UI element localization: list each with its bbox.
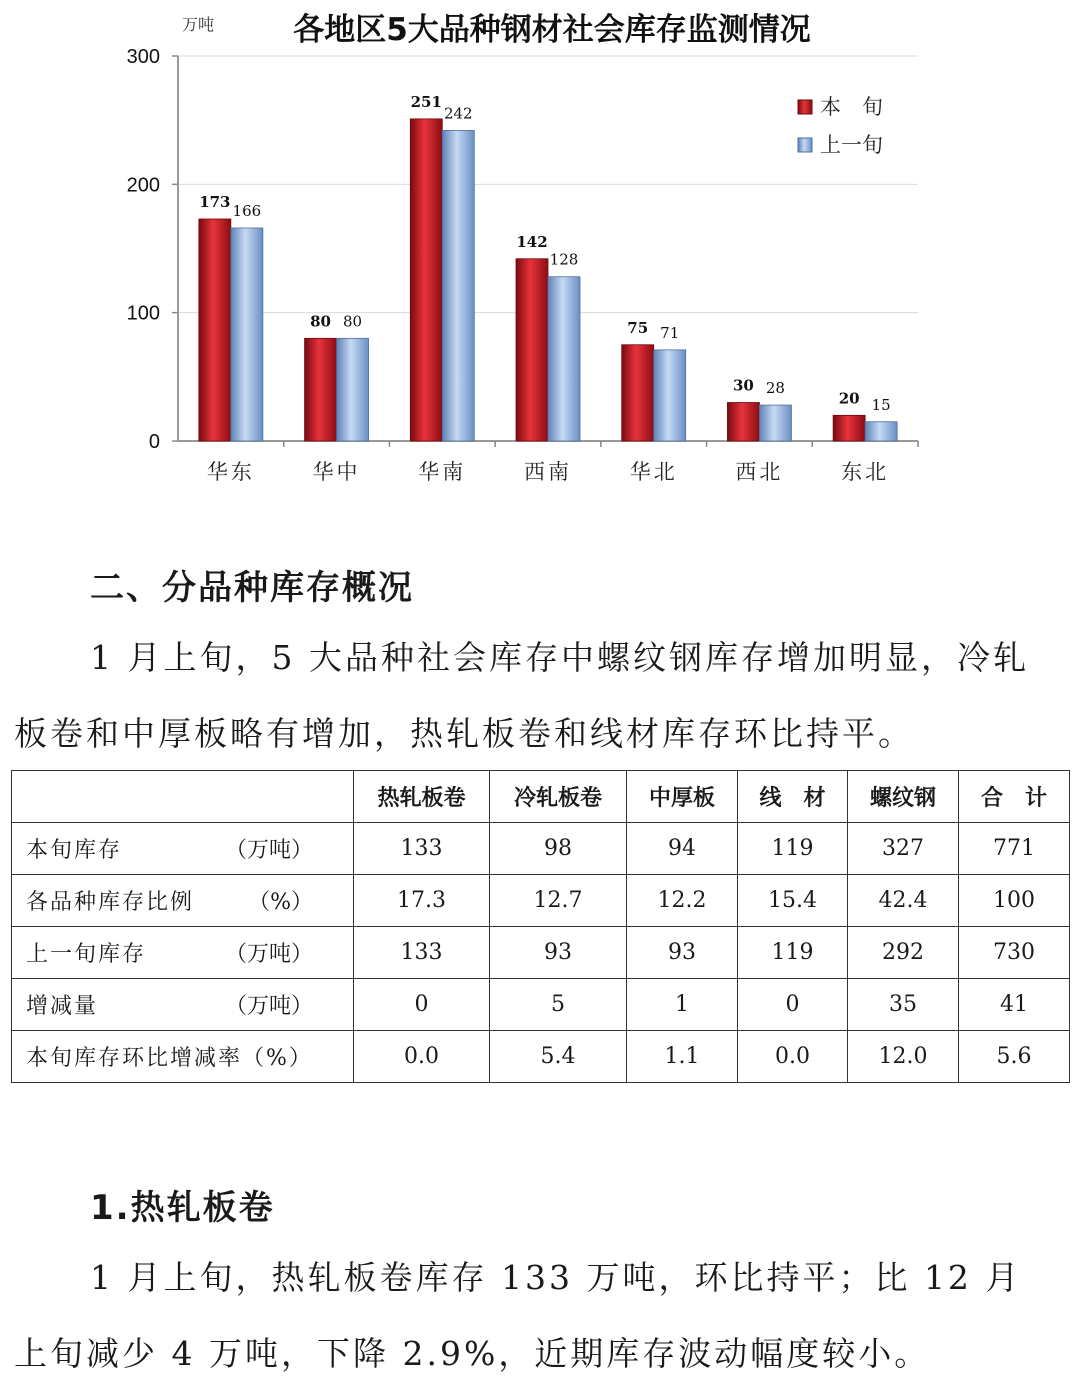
table-cell: 42.4 — [848, 875, 959, 927]
bar-current-4 — [622, 345, 654, 441]
bar-current-1 — [305, 338, 337, 441]
table-cell: 12.7 — [490, 875, 627, 927]
table-cell: 5.4 — [490, 1031, 627, 1083]
table-row — [12, 823, 1070, 875]
bar-previous-2 — [442, 130, 474, 441]
bar-previous-6 — [865, 422, 897, 441]
chart-bars — [199, 93, 897, 441]
chart-unit-label: 万吨 — [182, 15, 215, 34]
table-cell: 1 — [627, 979, 738, 1031]
table-cell: 98 — [490, 823, 627, 875]
row-label-cell — [12, 875, 354, 927]
table-cell: 17.3 — [354, 875, 490, 927]
data-label: 30 — [732, 376, 754, 395]
row-unit: （万吨） — [224, 994, 313, 1019]
bar-current-0 — [199, 219, 231, 441]
table-cell: 41 — [959, 979, 1070, 1031]
legend-label: 上一旬 — [820, 133, 883, 157]
data-label: 28 — [765, 379, 785, 398]
table-cell: 94 — [627, 823, 738, 875]
table-header-cell: 合 计 — [959, 771, 1070, 823]
data-label: 128 — [549, 250, 579, 269]
row-unit: （万吨） — [224, 942, 313, 967]
table-cell: 12.0 — [848, 1031, 959, 1083]
y-tick-label: 300 — [126, 46, 160, 68]
row-unit: （%） — [248, 890, 313, 915]
bar-previous-0 — [231, 228, 263, 441]
x-tick-label: 西南 — [524, 460, 572, 484]
regional-inventory-chart — [0, 0, 1080, 500]
row-label: 本旬库存环比增减率（%） — [26, 1046, 313, 1071]
x-tick-label: 华北 — [629, 460, 678, 484]
table-row — [12, 1031, 1070, 1083]
bar-previous-4 — [654, 350, 686, 441]
data-label: 242 — [443, 104, 473, 123]
row-label-cell — [12, 1031, 354, 1083]
table-cell: 119 — [738, 927, 848, 979]
section-heading-hot-rolled: 1.热轧板卷 — [90, 1188, 275, 1228]
x-tick-label: 华东 — [206, 460, 255, 484]
table-cell: 35 — [848, 979, 959, 1031]
table-cell: 730 — [959, 927, 1070, 979]
table-header-cell: 中厚板 — [627, 771, 738, 823]
section-heading-variety-overview: 二、分品种库存概况 — [90, 568, 414, 608]
table-cell: 100 — [959, 875, 1070, 927]
table-header-cell: 线 材 — [738, 771, 848, 823]
table-cell: 0.0 — [354, 1031, 490, 1083]
row-label: 各品种库存比例 — [26, 890, 195, 915]
table-header-cell: 热轧板卷 — [354, 771, 490, 823]
table-cell: 1.1 — [627, 1031, 738, 1083]
data-label: 15 — [871, 395, 891, 414]
data-label: 71 — [660, 323, 680, 342]
y-tick-label: 0 — [148, 431, 160, 453]
table-cell: 93 — [490, 927, 627, 979]
bar-previous-3 — [548, 277, 580, 441]
table-cell: 5 — [490, 979, 627, 1031]
data-label: 142 — [516, 232, 548, 251]
table-cell: 119 — [738, 823, 848, 875]
section-paragraph-hot-rolled: 1 月上旬，热轧板卷库存 133 万吨，环比持平；比 12 月上旬减少 4 万吨，下降 2.9%，近期库存波动幅度较小。 — [14, 1258, 1022, 1373]
table-row — [12, 927, 1070, 979]
data-label: 80 — [310, 312, 332, 331]
legend-swatch-1 — [798, 138, 812, 152]
table-cell: 133 — [354, 927, 490, 979]
table-cell: 93 — [627, 927, 738, 979]
bar-previous-1 — [337, 338, 369, 441]
row-label-cell — [12, 927, 354, 979]
table-cell: 0 — [354, 979, 490, 1031]
section-paragraph-variety-overview: 1 月上旬，5 大品种社会库存中螺纹钢库存增加明显，冷轧板卷和中厚板略有增加，热轧板卷和线材库存环比持平。 — [14, 638, 1029, 753]
table-header-cell — [12, 771, 354, 823]
table-row — [12, 979, 1070, 1031]
bar-current-2 — [410, 119, 442, 441]
table-cell: 771 — [959, 823, 1070, 875]
data-label: 166 — [232, 201, 262, 220]
table-cell: 12.2 — [627, 875, 738, 927]
bar-current-5 — [727, 403, 759, 442]
bar-previous-5 — [759, 405, 791, 441]
x-tick-label: 西北 — [735, 460, 784, 484]
row-label-cell — [12, 979, 354, 1031]
table-cell: 5.6 — [959, 1031, 1070, 1083]
data-label: 20 — [838, 389, 860, 408]
x-tick-label: 东北 — [841, 460, 890, 484]
table-cell: 0 — [738, 979, 848, 1031]
row-label: 上一旬库存 — [26, 942, 147, 967]
y-tick-label: 200 — [126, 174, 160, 197]
legend-swatch-0 — [798, 100, 812, 114]
chart-legend — [798, 95, 883, 157]
table-cell: 0.0 — [738, 1031, 848, 1083]
table-header-row — [12, 771, 1070, 823]
data-label: 80 — [343, 312, 363, 331]
chart-title: 各地区5大品种钢材社会库存监测情况 — [293, 12, 811, 48]
table-cell: 327 — [848, 823, 959, 875]
inventory-table — [11, 770, 1070, 1083]
table-cell: 292 — [848, 927, 959, 979]
table-header-cell: 螺纹钢 — [848, 771, 959, 823]
table-header-cell: 冷轧板卷 — [490, 771, 627, 823]
bar-current-6 — [833, 415, 865, 441]
row-label: 本旬库存 — [26, 838, 123, 863]
table-cell: 133 — [354, 823, 490, 875]
table-row — [12, 875, 1070, 927]
x-tick-label: 华南 — [418, 460, 467, 484]
y-tick-label: 100 — [126, 302, 160, 325]
x-tick-label: 华中 — [312, 460, 361, 484]
row-label-cell — [12, 823, 354, 875]
row-unit: （万吨） — [224, 838, 313, 863]
data-label: 75 — [627, 318, 649, 337]
bar-current-3 — [516, 259, 548, 441]
data-label: 251 — [410, 92, 442, 111]
table-cell: 15.4 — [738, 875, 848, 927]
row-label: 增减量 — [26, 994, 99, 1019]
legend-label: 本 旬 — [820, 95, 883, 119]
data-label: 173 — [199, 192, 231, 211]
